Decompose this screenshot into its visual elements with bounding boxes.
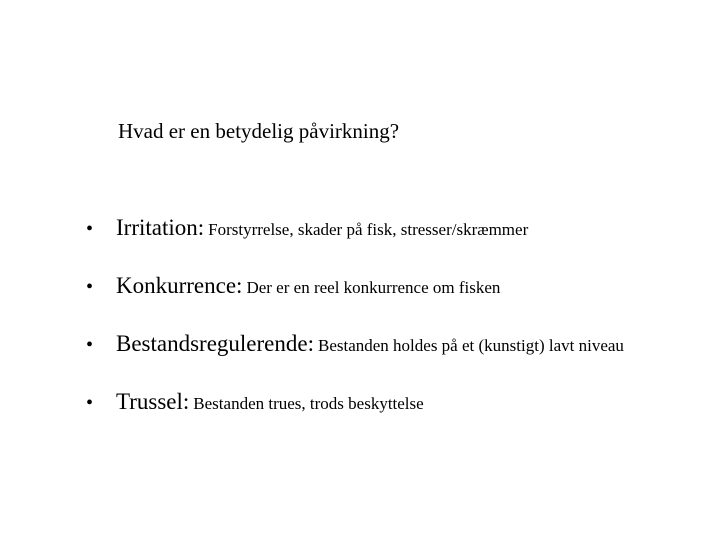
bullet-item: [86, 326, 624, 384]
bullet-term: Trussel:: [116, 389, 190, 414]
bullet-item: [86, 268, 624, 326]
bullet-description: Bestanden holdes på et (kunstigt) lavt niveau: [317, 336, 624, 355]
bullet-list: [86, 210, 624, 442]
bullet-term: Bestandsregulerende:: [116, 331, 314, 356]
bullet-item: [86, 384, 624, 442]
bullet-term: Irritation:: [116, 215, 205, 240]
slide-title: Hvad er en betydelig påvirkning?: [118, 119, 400, 143]
bullet-description: Forstyrrelse, skader på fisk, stresser/skræmmer: [208, 220, 529, 239]
bullet-dot-icon: •: [86, 276, 94, 298]
bullet-description: Bestanden trues, trods beskyttelse: [193, 394, 424, 413]
bullet-term: Konkurrence:: [116, 273, 243, 298]
bullet-description: Der er en reel konkurrence om fisken: [246, 278, 501, 297]
bullet-dot-icon: •: [86, 392, 94, 414]
bullet-dot-icon: •: [86, 334, 94, 356]
bullet-dot-icon: •: [86, 218, 94, 240]
bullet-item: [86, 210, 624, 268]
